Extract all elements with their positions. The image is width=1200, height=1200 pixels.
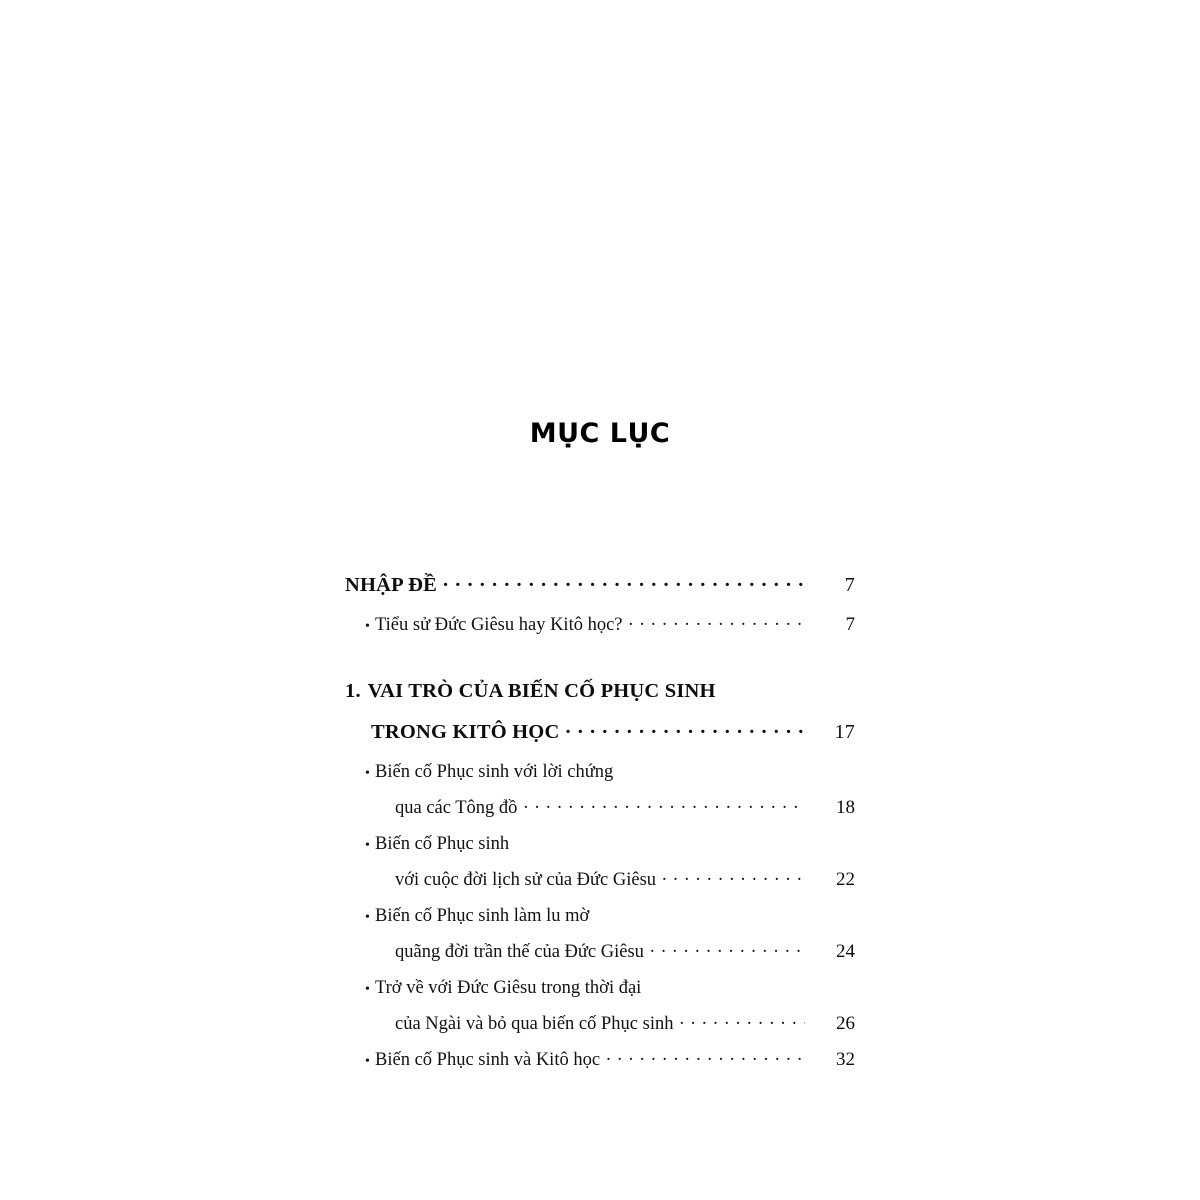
toc-chapter-line-continued bbox=[345, 717, 855, 742]
toc-page-number: 17 bbox=[834, 720, 855, 743]
toc-entry-text-line2: quãng đời trần thế của Đức Giêsu bbox=[395, 941, 644, 962]
toc-entry-text: Tiểu sử Đức Giêsu hay Kitô học? bbox=[375, 614, 623, 635]
toc-entry-line bbox=[345, 830, 855, 853]
toc-entry-line bbox=[345, 1046, 855, 1069]
toc-entry-line bbox=[345, 974, 855, 997]
toc-entry[interactable] bbox=[345, 758, 855, 817]
bullet-icon: • bbox=[365, 981, 370, 997]
dot-leader bbox=[650, 938, 805, 957]
toc-chapter-title-line2: TRONG KITÔ HỌC bbox=[371, 720, 560, 743]
toc-page-number: 24 bbox=[836, 940, 855, 962]
toc-page-number: 7 bbox=[844, 573, 855, 596]
toc-page-number: 22 bbox=[836, 868, 855, 890]
dot-leader bbox=[515, 830, 805, 849]
table-of-contents bbox=[345, 570, 855, 1082]
dot-leader bbox=[619, 758, 805, 777]
toc-entry-line-continued bbox=[345, 938, 855, 961]
toc-entry-line-continued bbox=[345, 794, 855, 817]
dot-leader bbox=[595, 902, 805, 921]
toc-entry[interactable] bbox=[345, 611, 855, 634]
bullet-icon: • bbox=[365, 909, 370, 925]
toc-chapter-number: 1. bbox=[345, 679, 361, 702]
bullet-icon: • bbox=[365, 618, 370, 634]
toc-entry-text: Trở về với Đức Giêsu trong thời đại bbox=[375, 977, 642, 998]
toc-entry-text-line2: của Ngài và bỏ qua biến cố Phục sinh bbox=[395, 1013, 674, 1034]
bullet-icon: • bbox=[365, 837, 370, 853]
toc-chapter-nhap-de[interactable] bbox=[345, 570, 855, 595]
toc-chapter-title: NHẬP ĐỀ bbox=[345, 573, 437, 596]
toc-entry-text: Biến cố Phục sinh và Kitô học bbox=[375, 1049, 601, 1070]
dot-leader bbox=[606, 1046, 805, 1065]
toc-entry-line bbox=[345, 902, 855, 925]
toc-chapter-line bbox=[345, 570, 855, 595]
toc-page-number: 32 bbox=[836, 1048, 855, 1070]
dot-leader bbox=[662, 866, 805, 885]
bullet-icon: • bbox=[365, 765, 370, 781]
toc-entry-line bbox=[345, 611, 855, 634]
toc-entry[interactable] bbox=[345, 830, 855, 889]
toc-chapter-vai-tro[interactable] bbox=[345, 676, 855, 742]
page-title: MỤC LỤC bbox=[529, 418, 671, 449]
dot-leader bbox=[443, 570, 805, 591]
bullet-icon: • bbox=[365, 1053, 370, 1069]
toc-entry[interactable] bbox=[345, 1046, 855, 1069]
dot-leader bbox=[629, 611, 805, 630]
dot-leader bbox=[679, 1010, 805, 1029]
dot-leader bbox=[523, 794, 805, 813]
toc-page-number: 26 bbox=[836, 1012, 855, 1034]
dot-leader bbox=[647, 974, 805, 993]
toc-entry-text-line2: với cuộc đời lịch sử của Đức Giêsu bbox=[395, 869, 657, 890]
toc-entry[interactable] bbox=[345, 902, 855, 961]
toc-entry-line bbox=[345, 758, 855, 781]
toc-page-number: 7 bbox=[845, 613, 855, 635]
toc-chapter-line bbox=[345, 676, 855, 701]
toc-entry-line-continued bbox=[345, 866, 855, 889]
toc-entry-text: Biến cố Phục sinh bbox=[375, 833, 510, 854]
toc-entry[interactable] bbox=[345, 974, 855, 1033]
toc-entry-text-line2: qua các Tông đồ bbox=[395, 797, 518, 818]
toc-chapter-title: VAI TRÒ CỦA BIẾN CỐ PHỤC SINH bbox=[367, 679, 716, 702]
toc-page-number: 18 bbox=[836, 796, 855, 818]
toc-entry-line-continued bbox=[345, 1010, 855, 1033]
toc-entry-text: Biến cố Phục sinh với lời chứng bbox=[375, 761, 614, 782]
toc-entry-text: Biến cố Phục sinh làm lu mờ bbox=[375, 905, 590, 926]
dot-leader bbox=[565, 717, 805, 738]
dot-leader bbox=[722, 676, 805, 697]
